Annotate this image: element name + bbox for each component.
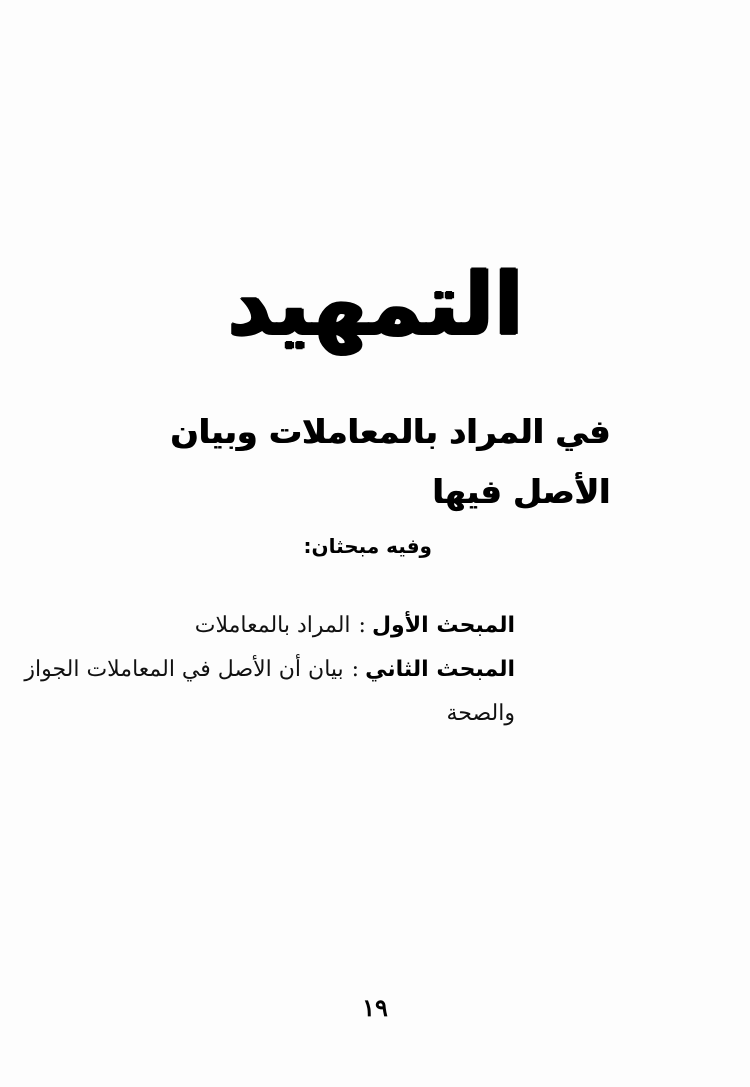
chapter-subtitle: في المراد بالمعاملات وبيان الأصل فيها: [170, 412, 610, 511]
section-text-continuation: والصحة: [446, 701, 515, 726]
sections-list: [24, 604, 515, 736]
section-text: المراد بالمعاملات: [194, 613, 351, 638]
section-separator: :: [351, 657, 360, 682]
section-label: المبحث الأول: [371, 613, 515, 638]
section-separator: :: [358, 613, 366, 638]
chapter-title: التمهيد: [226, 255, 524, 355]
section-label: المبحث الثاني: [365, 657, 515, 682]
section-row-second: [24, 648, 515, 692]
page-number: ١٩: [362, 993, 388, 1022]
sections-intro: وفيه مبحثان:: [303, 534, 432, 558]
section-row-first: [85, 604, 515, 648]
section-text: بيان أن الأصل في المعاملات الجواز: [24, 657, 344, 682]
